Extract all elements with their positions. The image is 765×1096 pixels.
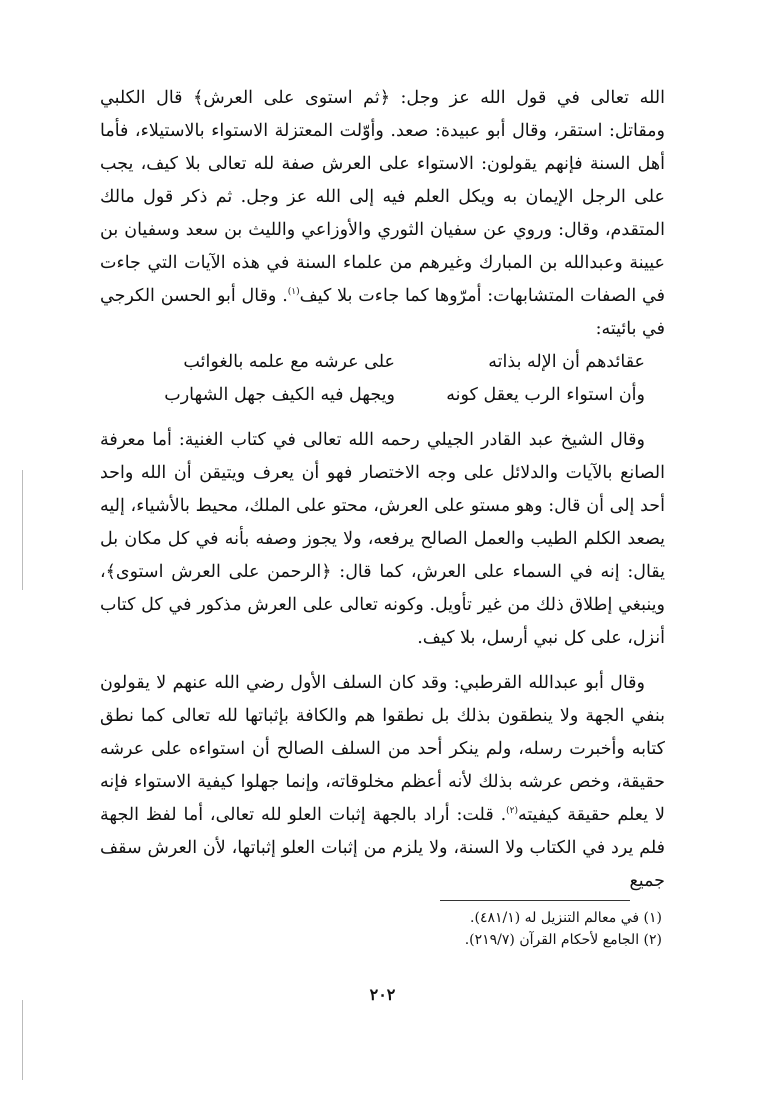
verse-line-2	[100, 379, 665, 412]
footnote-2: (٢) الجامع لأحكام القرآن (٢١٩/٧).	[464, 932, 662, 948]
footnote-1: (١) في معالم التنزيل له (٤٨١/١).	[470, 910, 662, 926]
footnote-ref-1: (١)	[287, 287, 300, 298]
footnote-divider	[440, 900, 630, 901]
footnote-ref-2: (٢)	[506, 806, 519, 817]
verse-1-hemistich-1: عقائدهم أن الإله بذاته	[488, 352, 645, 372]
paragraph-1: الله تعالى في قول الله عز وجل: ﴿ثم استوى على العرش﴾ قال الكلبي ومقاتل: استقر، وقال أبو عبيدة: صعد. وأوّلت المعتزلة الاستواء بالاستيلاء، فأما أهل السنة فإنهم يقولون: الاستواء على العرش صفة لله تعالى بلا كيف، يجب على الرجل الإيمان به ويكل العلم فيه إلى الله عز وجل. ثم ذكر قول مالك المتقدم، وقال: وروي عن سفيان الثوري والأوزاعي والليث بن سعد وسفيان بن عيينة وعبدالله بن المبارك وغيرهم من علماء السنة في هذه الآيات التي جاءت في الصفات المتشابهات: أمرّوها كما جاءت بلا كيف$^{(١)}$. وقال أبو الحسن الكرجي في بائيته:	[100, 88, 665, 339]
verse-line-1	[100, 346, 665, 379]
verse-2-hemistich-1: وأن استواء الرب يعقل كونه	[446, 385, 645, 405]
paragraph-3: وقال أبو عبدالله القرطبي: وقد كان السلف الأول رضي الله عنهم لا يقولون بنفي الجهة ولا ينطقون بذلك بل نطقوا هم والكافة بإثباتها لله تعالى كما نطق كتابه وأخبرت رسله، ولم ينكر أحد من السلف الصالح أن استواءه على عرشه حقيقة، وخص عرشه بذلك لأنه أعظم مخلوقاته، وإنما جهلوا كيفية الاستواء فإنه لا يعلم حقيقة كيفيته$^{(٢)}$. قلت: أراد بالجهة إثبات العلو لله تعالى، أما لفظ الجهة فلم يرد في الكتاب ولا السنة، ولا يلزم من إثبات العلو إثباتها، لأن العرش سقف جميع	[100, 673, 665, 891]
scan-margin-mark	[22, 1000, 23, 1080]
verse-2-hemistich-2: ويجهل فيه الكيف جهل الشهارب	[164, 385, 395, 405]
paragraph-2: وقال الشيخ عبد القادر الجيلي رحمه الله تعالى في كتاب الغنية: أما معرفة الصانع بالآيات والدلائل على وجه الاختصار فهو أن يعرف ويتيقن أن الله واحد أحد إلى أن قال: وهو مستو على العرش، محتو على الملك، محيط بالأشياء، إليه يصعد الكلم الطيب والعمل الصالح يرفعه، ولا يجوز وصفه بأنه في كل مكان بل يقال: إنه في السماء على العرش، كما قال: ﴿الرحمن على العرش استوى﴾، وينبغي إطلاق ذلك من غير تأويل. وكونه تعالى على العرش مذكور في كل كتاب أنزل، على كل نبي أرسل، بلا كيف.	[100, 430, 665, 648]
page-number: ٢٠٢	[369, 985, 396, 1004]
verse-1-hemistich-2: على عرشه مع علمه بالغوائب	[183, 352, 395, 372]
scan-margin-mark	[22, 470, 23, 590]
main-text	[100, 82, 665, 898]
